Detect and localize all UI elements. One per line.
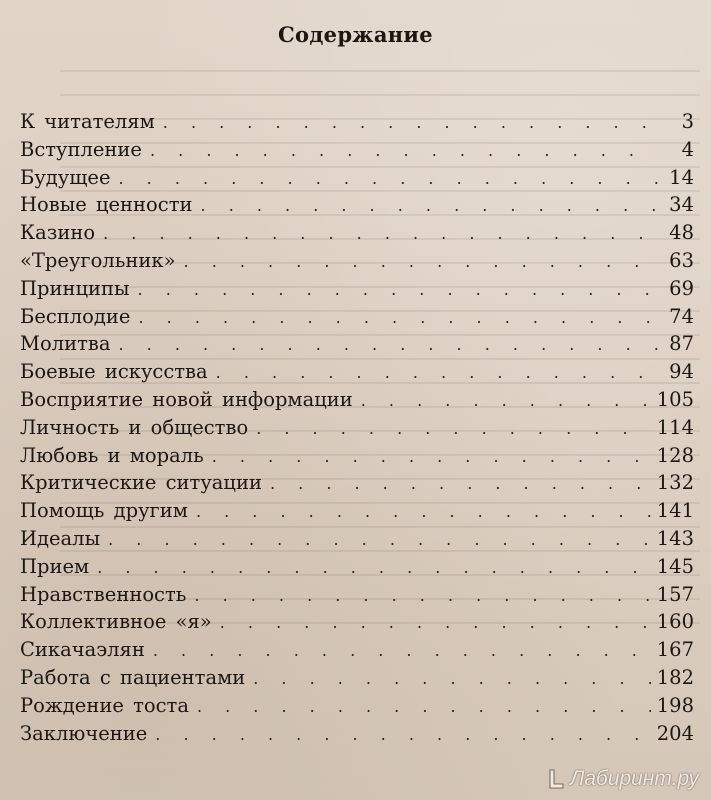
toc-entry [20,303,694,331]
toc-entry [20,108,694,136]
toc-entry-title: Казино [20,221,96,245]
toc-entry-title: Нравственность [20,582,187,606]
toc-entry-title: К читателям [20,110,155,133]
dot-leader [119,165,659,193]
toc-entry [20,164,694,192]
dot-leader [184,248,658,276]
toc-entry-title: Принципы [20,276,130,300]
toc-entry [20,358,694,386]
dot-leader [138,276,658,304]
toc-entry [20,469,694,497]
dot-leader [361,387,651,415]
toc-entry-page-number: 34 [669,193,694,217]
toc-entry-title: Будущее [20,165,111,189]
watermark-text: Лабиринт.ру [569,767,699,790]
toc-entry [20,386,694,414]
toc-entry-title: Заключение [20,721,148,745]
toc-entry-page-number: 63 [669,248,694,272]
toc-entry-title: Бесплодие [20,304,131,328]
dot-leader [103,220,658,248]
toc-entry-page-number: 94 [669,360,694,384]
toc-entry-title: Вступление [20,137,142,161]
toc-entry-title: Новые ценности [20,193,193,217]
dot-leader [212,443,651,471]
toc-entry-title: Личность и общество [20,415,249,439]
toc-entry-title: Любовь и мораль [20,443,204,467]
page-title: Содержание [278,22,433,47]
dot-leader [194,582,650,610]
dot-leader [97,554,651,582]
toc-entry [20,191,694,219]
toc-entry [20,330,694,358]
toc-entry [20,414,694,442]
toc-entry-title: «Треугольник» [20,248,176,272]
toc-entry-page-number: 143 [656,526,694,550]
table-of-contents [20,108,694,747]
dot-leader [118,331,658,359]
toc-entry-page-number: 87 [669,332,694,356]
labirint-logo-icon [545,768,567,790]
toc-entry-page-number: 182 [656,665,694,689]
dot-leader [253,665,651,693]
toc-entry-page-number: 132 [656,471,694,495]
toc-entry [20,636,694,664]
toc-entry-title: Работа с пациентами [20,665,246,689]
toc-entry-page-number: 14 [669,165,694,189]
toc-entry-page-number: 3 [681,110,694,133]
dot-leader [108,526,651,554]
toc-entry-page-number: 69 [669,276,694,300]
toc-entry-page-number: 105 [656,387,694,411]
toc-entry [20,692,694,720]
dot-leader [201,192,658,220]
dot-leader [196,498,651,526]
toc-entry-title: Прием [20,554,90,578]
dot-leader [270,470,651,498]
toc-entry-page-number: 204 [656,721,694,745]
toc-entry-page-number: 167 [656,638,694,662]
toc-entry-page-number: 114 [656,415,694,439]
toc-entry [20,219,694,247]
toc-entry-page-number: 198 [656,693,694,717]
dot-leader [197,693,651,721]
dot-leader [216,359,658,387]
toc-entry [20,136,694,164]
toc-entry-title: Помощь другим [20,499,188,523]
toc-entry-page-number: 157 [656,582,694,606]
toc-entry-page-number: 128 [656,443,694,467]
toc-entry-title: Коллективное «я» [20,610,212,634]
dot-leader [138,304,658,332]
toc-entry [20,275,694,303]
toc-entry-page-number: 145 [656,554,694,578]
toc-entry [20,497,694,525]
toc-entry [20,247,694,275]
toc-entry-title: Боевые искусства [20,360,208,384]
toc-entry-page-number: 74 [669,304,694,328]
toc-entry-title: Идеалы [20,526,101,550]
dot-leader [150,137,658,165]
watermark [545,762,699,796]
toc-entry-title: Молитва [20,332,111,356]
toc-entry [20,608,694,636]
toc-entry-page-number: 160 [656,610,694,634]
dot-leader [256,415,651,443]
toc-entry-title: Восприятие новой информации [20,387,353,411]
toc-entry [20,525,694,553]
toc-entry-title: Сикачаэлян [20,638,145,662]
toc-entry-page-number: 141 [656,499,694,523]
dot-leader [220,609,651,637]
toc-entry [20,664,694,692]
dot-leader [163,109,658,137]
toc-entry [20,720,694,748]
dot-leader [153,637,651,665]
toc-entry [20,581,694,609]
toc-entry-title: Критические ситуации [20,471,262,495]
toc-entry-page-number: 4 [681,137,694,161]
toc-entry-page-number: 48 [669,221,694,245]
toc-entry-title: Рождение тоста [20,693,189,717]
toc-entry [20,553,694,581]
toc-entry [20,442,694,470]
dot-leader [155,721,650,749]
